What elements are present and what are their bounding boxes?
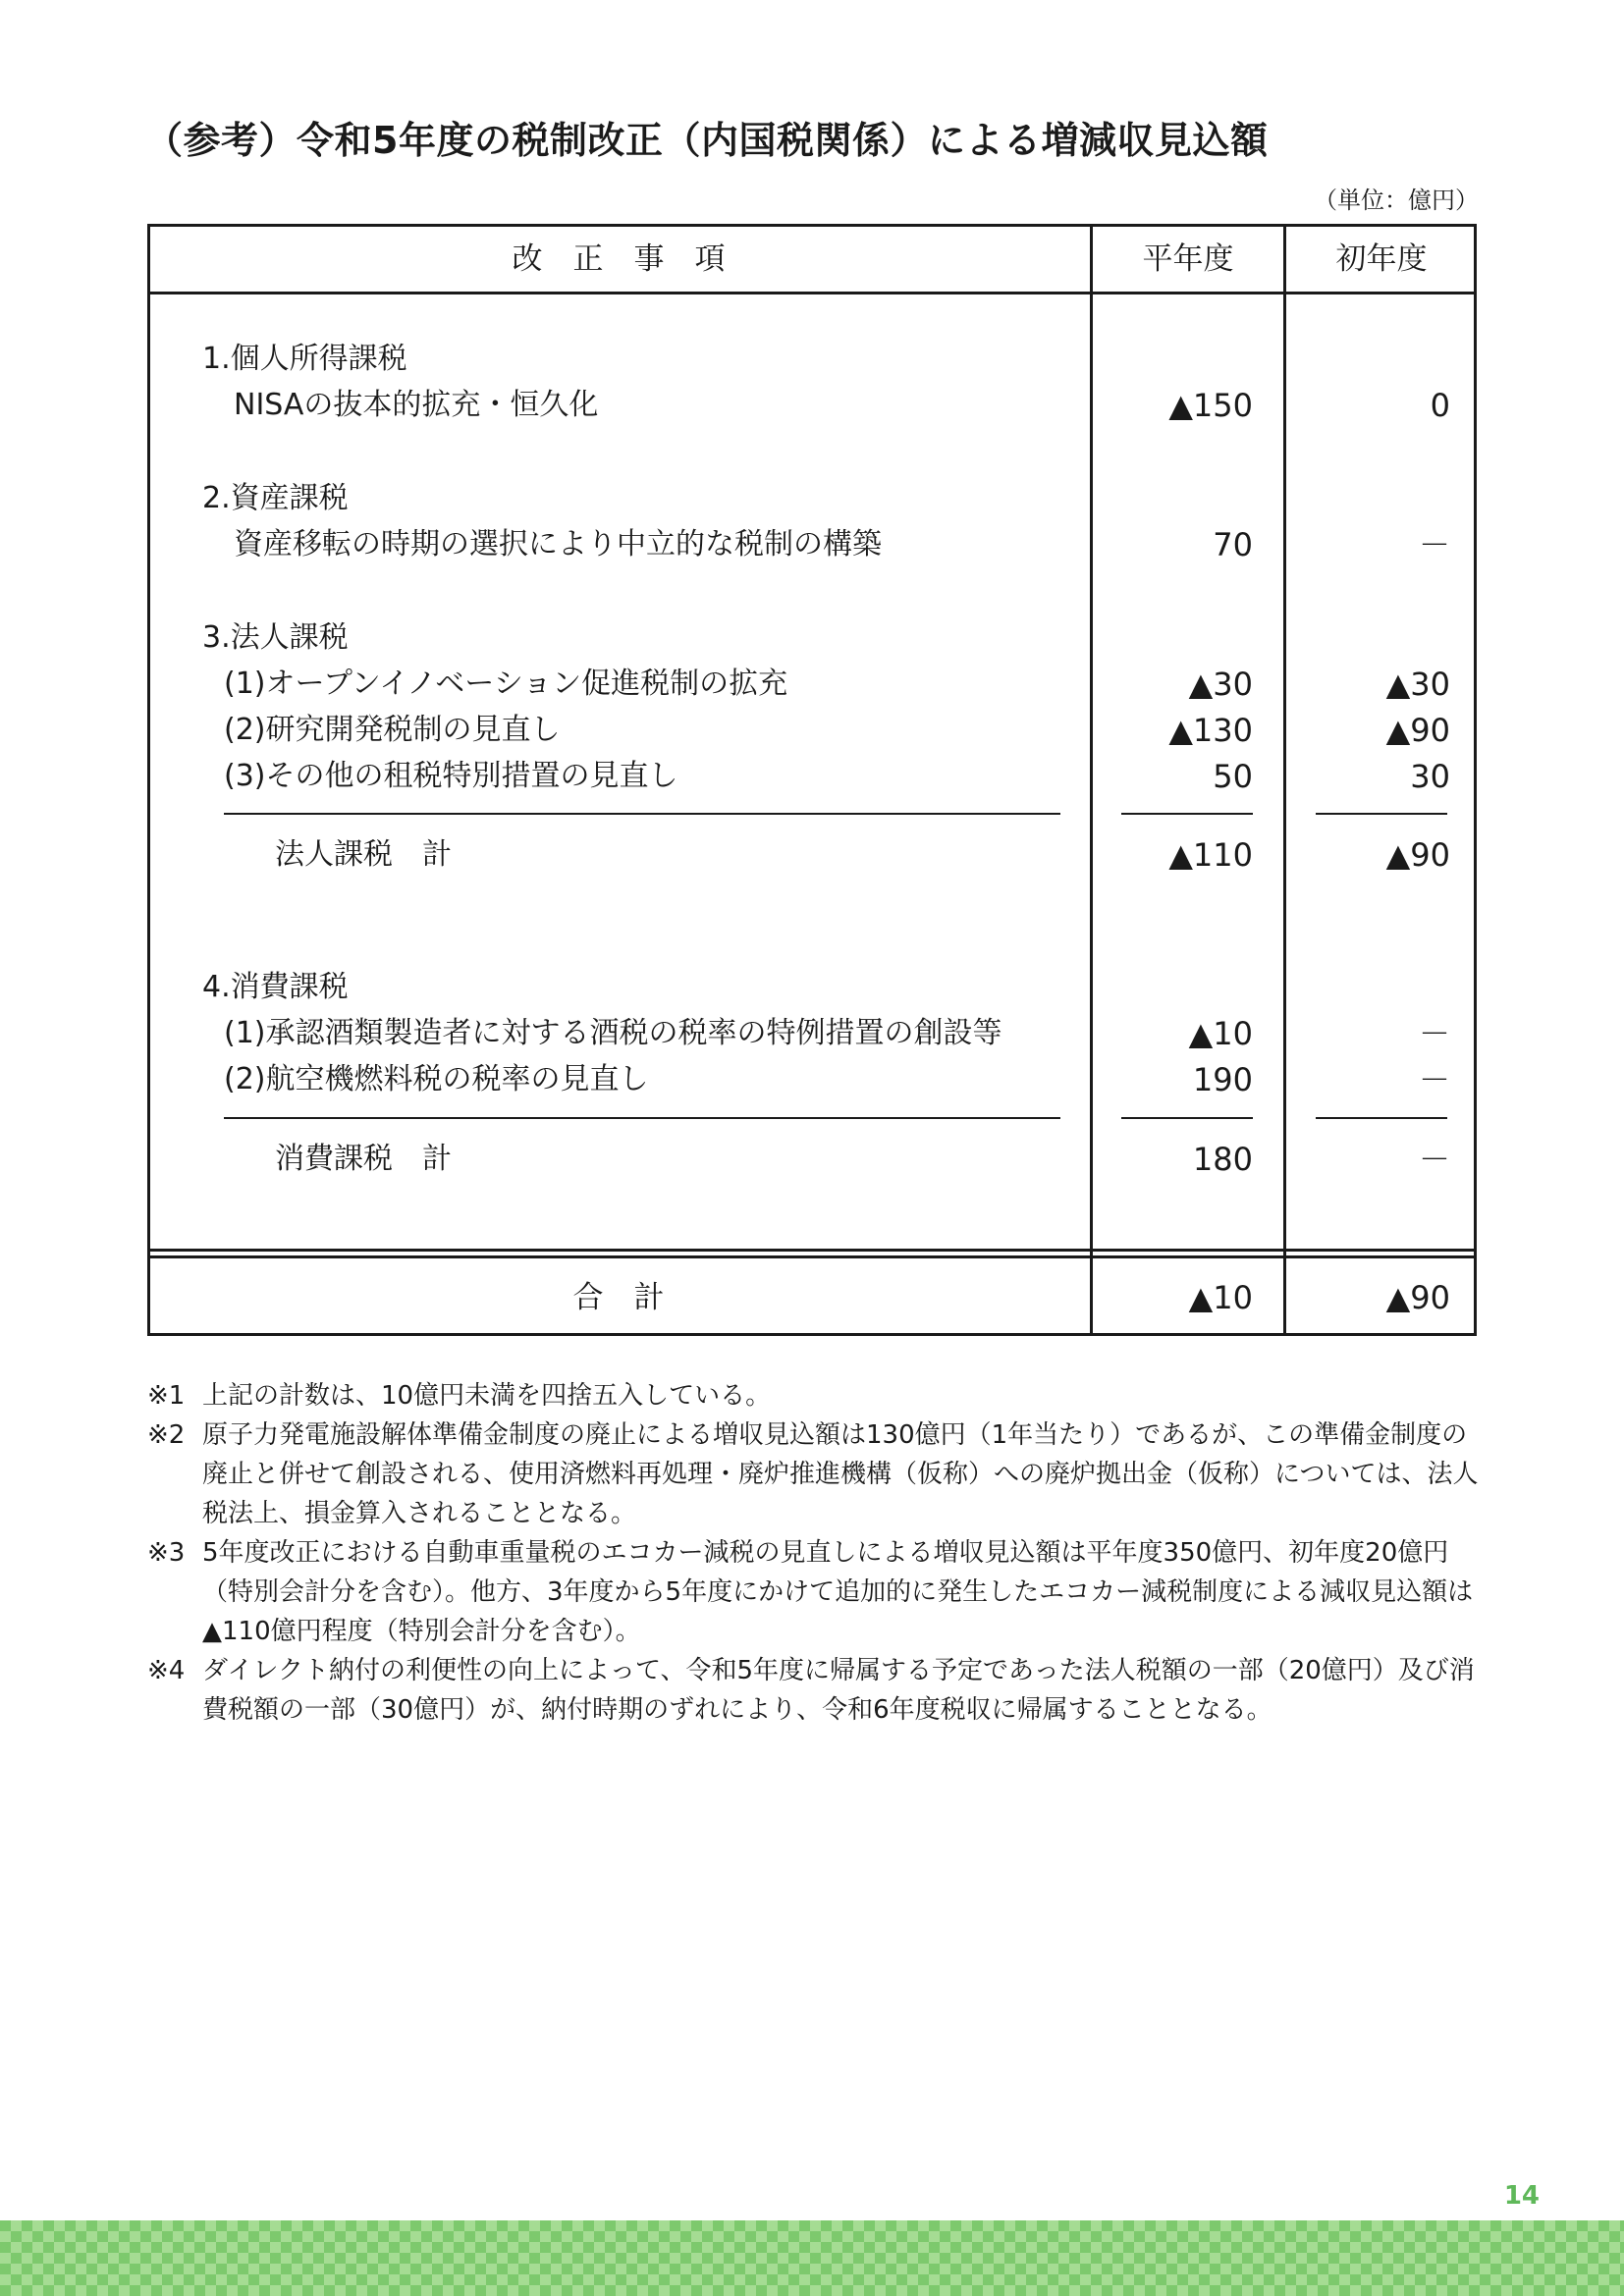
footnote-text: 上記の計数は、10億円未満を四捨五入している。 bbox=[202, 1381, 772, 1411]
total-rule bbox=[147, 1249, 1477, 1252]
first-year-value: － bbox=[1418, 1061, 1450, 1098]
column-divider bbox=[1283, 224, 1286, 1336]
footnote bbox=[147, 1415, 1479, 1533]
page-title: （参考）令和5年度の税制改正（内国税関係）による増減収見込額 bbox=[145, 119, 1269, 162]
row-label: 資産移転の時期の選択により中立的な税制の構築 bbox=[234, 527, 882, 561]
header-first-year: 初年度 bbox=[1335, 241, 1428, 277]
footnote-text: ダイレクト納付の利便性の向上によって、令和5年度に帰属する予定であった法人税額の一部（20億円）及び消費税額の一部（30億円）が、納付時期のずれにより、令和6年度税収に帰属することとなる。 bbox=[202, 1656, 1475, 1725]
normal-year-value: ▲130 bbox=[1168, 712, 1253, 749]
section-heading: 4.消費課税 bbox=[202, 970, 349, 1004]
footnote-mark: ※1 bbox=[147, 1381, 186, 1411]
row-label: (2)航空機燃料税の税率の見直し bbox=[224, 1062, 649, 1096]
first-year-value: 0 bbox=[1430, 387, 1450, 424]
first-year-value: － bbox=[1418, 1015, 1450, 1052]
section-heading: 2.資産課税 bbox=[202, 481, 349, 515]
row-label: (1)承認酒類製造者に対する酒税の税率の特例措置の創設等 bbox=[224, 1016, 1002, 1050]
footnote bbox=[147, 1533, 1479, 1651]
footnote-mark: ※3 bbox=[147, 1538, 186, 1568]
subtotal-rule bbox=[224, 813, 1060, 815]
subtotal-rule bbox=[1121, 1117, 1253, 1119]
subtotal-first-year: － bbox=[1418, 1141, 1450, 1178]
normal-year-value: 70 bbox=[1213, 526, 1253, 563]
page-number: 14 bbox=[1503, 2181, 1540, 2211]
footnote-text: 5年度改正における自動車重量税のエコカー減税の見直しによる増収見込額は平年度350億円、初年度20億円（特別会計分を含む）。他方、3年度から5年度にかけて追加的に発生したエコカー減税制度による減収見込額は▲110億円程度（特別会計分を含む）。 bbox=[202, 1538, 1474, 1646]
subtotal-rule bbox=[224, 1117, 1060, 1119]
footnote bbox=[147, 1651, 1479, 1730]
first-year-value: － bbox=[1418, 526, 1450, 563]
subtotal-first-year: ▲90 bbox=[1385, 836, 1450, 874]
normal-year-value: ▲10 bbox=[1188, 1015, 1253, 1052]
header-normal-year: 平年度 bbox=[1142, 241, 1234, 277]
row-label: (3)その他の租税特別措置の見直し bbox=[224, 759, 678, 793]
normal-year-value: 50 bbox=[1213, 758, 1253, 795]
subtotal-normal-year: 180 bbox=[1192, 1141, 1253, 1178]
column-divider bbox=[1090, 224, 1093, 1336]
footnote bbox=[147, 1376, 1479, 1415]
first-year-value: ▲30 bbox=[1385, 666, 1450, 703]
subtotal-rule bbox=[1121, 813, 1253, 815]
checkered-footer-band bbox=[0, 2220, 1624, 2296]
total-rule bbox=[147, 1255, 1477, 1258]
footnotes bbox=[147, 1376, 1479, 1730]
section-heading: 1.個人所得課税 bbox=[202, 342, 407, 376]
subtotal-rule bbox=[1316, 813, 1447, 815]
first-year-value: ▲90 bbox=[1385, 712, 1450, 749]
subtotal-normal-year: ▲110 bbox=[1168, 836, 1253, 874]
subtotal-label: 法人課税 計 bbox=[275, 837, 452, 872]
section-heading: 3.法人課税 bbox=[202, 620, 349, 655]
total-label: 合 計 bbox=[572, 1280, 665, 1315]
normal-year-value: ▲30 bbox=[1188, 666, 1253, 703]
normal-year-value: ▲150 bbox=[1168, 387, 1253, 424]
total-first-year: ▲90 bbox=[1385, 1279, 1450, 1316]
normal-year-value: 190 bbox=[1192, 1061, 1253, 1098]
row-label: (2)研究開発税制の見直し bbox=[224, 713, 561, 747]
footnote-text: 原子力発電施設解体準備金制度の廃止による増収見込額は130億円（1年当たり）であるが、この準備金制度の廃止と併せて創設される、使用済燃料再処理・廃炉推進機構（仮称）への廃炉拠出金（仮称）については、法人税法上、損金算入されることとなる。 bbox=[202, 1420, 1479, 1528]
unit-label: （単位：億円） bbox=[1314, 187, 1479, 214]
subtotal-label: 消費課税 計 bbox=[275, 1142, 452, 1176]
first-year-value: 30 bbox=[1410, 758, 1450, 795]
footnote-mark: ※2 bbox=[147, 1420, 186, 1450]
header-item: 改 正 事 項 bbox=[512, 241, 726, 277]
footnote-mark: ※4 bbox=[147, 1656, 186, 1685]
subtotal-rule bbox=[1316, 1117, 1447, 1119]
total-normal-year: ▲10 bbox=[1188, 1279, 1253, 1316]
row-label: NISAの抜本的拡充・恒久化 bbox=[234, 388, 599, 422]
row-label: (1)オープンイノベーション促進税制の拡充 bbox=[224, 667, 788, 701]
